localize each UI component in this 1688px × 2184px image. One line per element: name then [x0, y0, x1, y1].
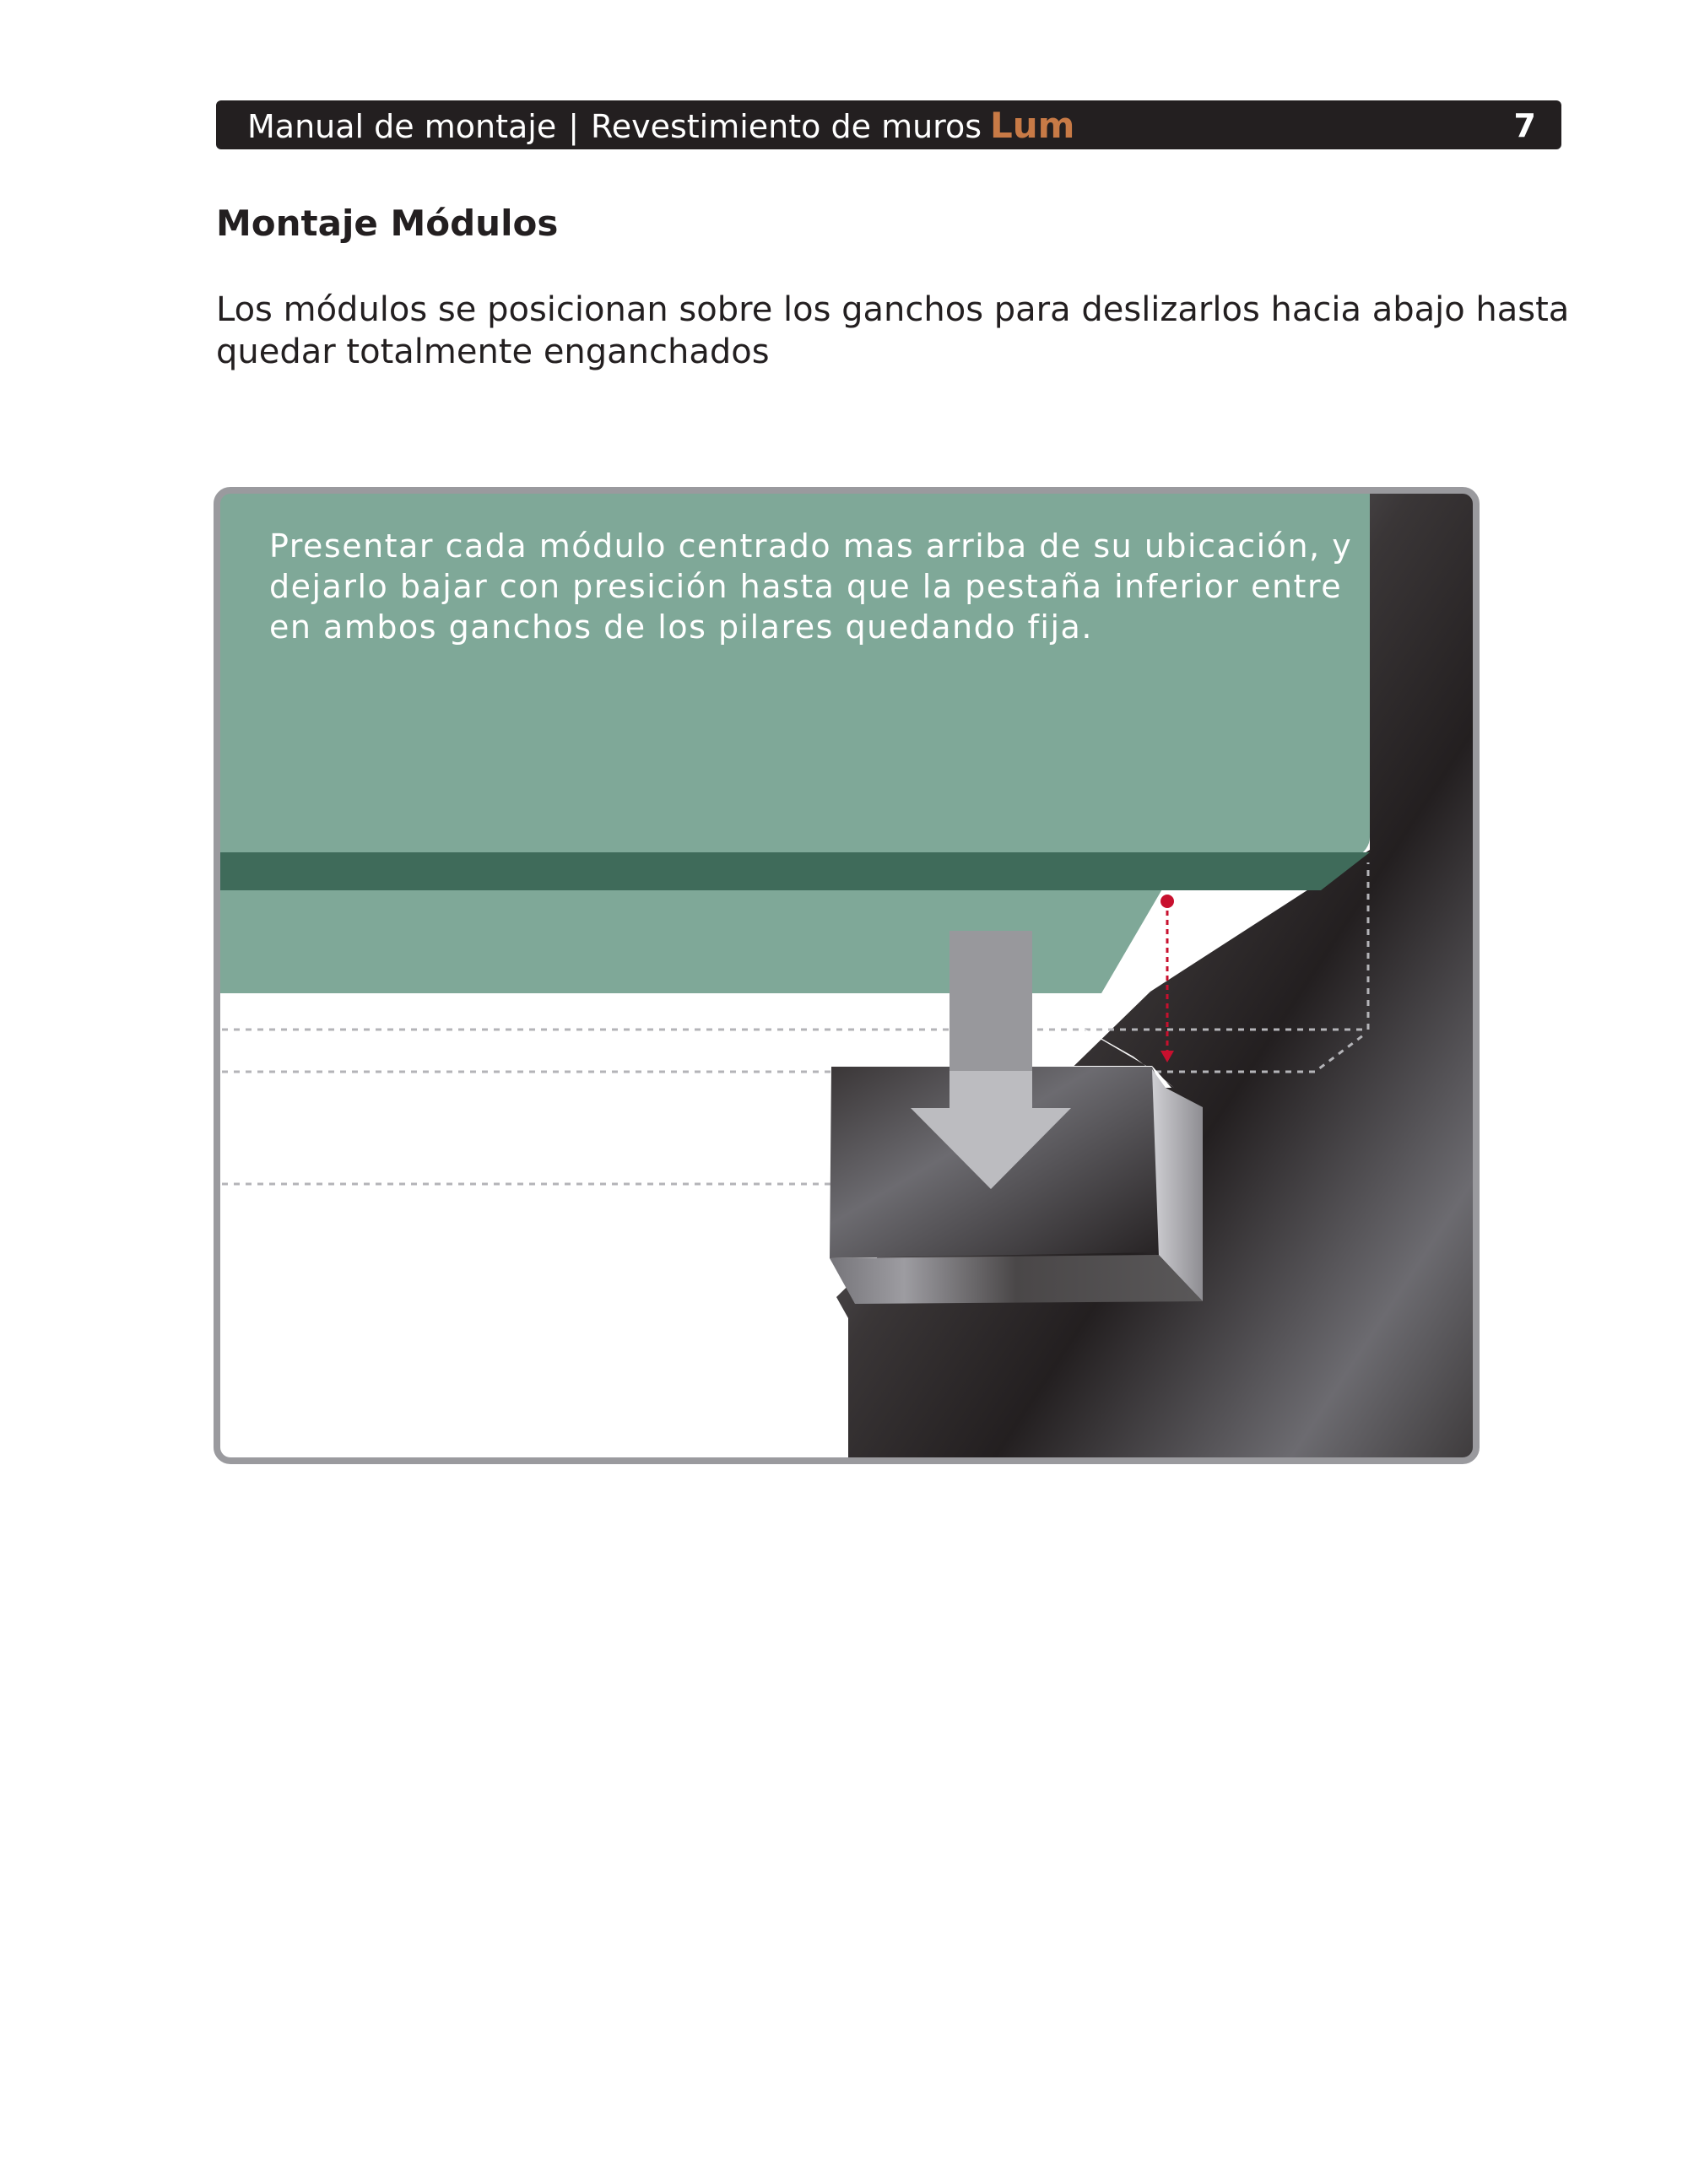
- hook-bottom: [830, 1255, 1203, 1304]
- section-title: Montaje Módulos: [216, 203, 559, 244]
- manual-label: Manual de montaje: [247, 108, 557, 145]
- intro-paragraph: Los módulos se posicionan sobre los ganchos para deslizarlos hacia abajo hasta quedar totalmente enganchados: [216, 290, 1570, 371]
- header-bar: [216, 100, 1561, 149]
- page-number: 7: [1513, 107, 1536, 144]
- brand-logo: Lum: [990, 105, 1075, 146]
- figure-caption: Presentar cada módulo centrado mas arriba de su ubicación, y dejarlo bajar con presición hasta que la pestaña inferior entre en ambos ganchos de los pilares quedando fija.: [269, 527, 1353, 646]
- subject-label: Revestimiento de muros: [591, 108, 982, 145]
- header-separator: |: [568, 108, 580, 145]
- assembly-illustration: [214, 487, 1480, 1464]
- module-lip: [214, 852, 1370, 890]
- header-title: [247, 100, 1074, 149]
